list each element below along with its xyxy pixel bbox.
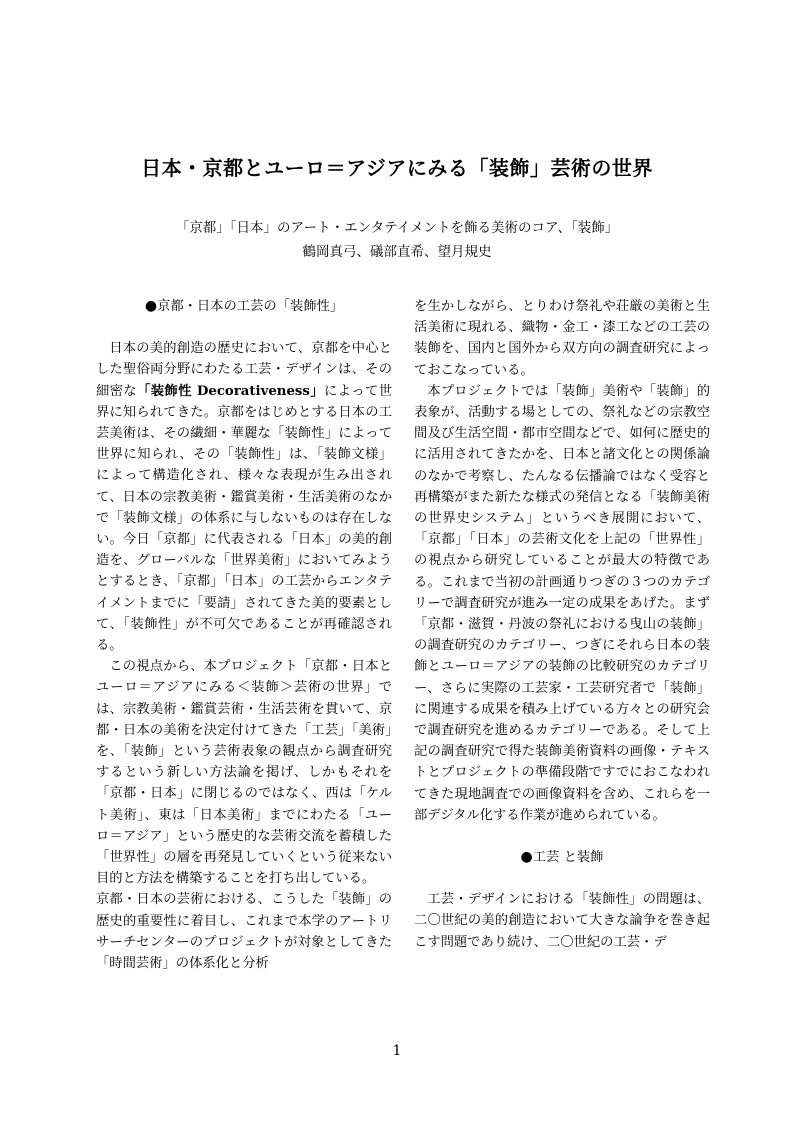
bullet-icon: ● <box>144 298 158 314</box>
section-heading-text: 工芸 と装飾 <box>532 850 604 866</box>
paragraph-text: 日本の美的創造の歴史において、京都を中心とした聖俗両分野にわたる工芸・デザインは、その細密な <box>96 341 392 399</box>
paper-subtitle: 「京都」「日本」のアート・エンタテイメントを飾る美術のコア、「装飾」 <box>175 220 619 236</box>
page-number: 1 <box>392 1043 402 1059</box>
paragraph: を生かしながら、とりわけ祭礼や荘厳の美術と生活美術に現れる、織物・金工・漆工などの工芸の装飾を、国内と国外から双方向の調査研究によっておこなっている。 <box>414 299 710 378</box>
paragraph: 本プロジェクトでは「装飾」美術や「装飾」的表象が、活動する場としての、祭礼などの宗教空間及び生活空間・都市空間などで、如何に歴史的に活用されてきたかを、日本と諸文化との関係論のなかで考察し、たんなる伝播論ではなく受容と再構築がまた新たな様式の発信となる「装飾美術の世界史システム」というべき展開において、「京都」「日本」の芸術文化を上記の「世界性」の視点から研究していることが最大の特徴である。これまで当初の計画通りつぎの３つのカテゴリーで調査研究が進み一定の成果をあげた。まず「京都・滋賀・丹波の祭礼における曳山の装飾」の調査研究のカテゴリー、つぎにそれら日本の装飾とユーロ＝アジアの装飾の比較研究のカテゴリー、さらに実際の工芸家・工芸研究者で「装飾」に関連する成果を積み上げている方々との研究会で調査研究を進めるカテゴリーである。そして上記の調査研究で得た装飾美術資料の画像・テキストとプロジェクトの準備段階ですでにおこなわれてきた現地調査での画像資料を含め、これらを一部デジタル化する作業が進められている。 <box>414 383 710 823</box>
emphasis-term: 「装飾性 Decorativeness」 <box>137 383 324 399</box>
paragraph-text: によって世界に知られてきた。京都をはじめとする日本の工芸美術は、その繊細・華麗な「装飾性」によって世界に知られ、その「装飾性」は、「装飾文様」によって構造化され、様々な表現が生み出されて、日本の宗教美術・鑑賞美術・生活美術のなかで「装飾文様」の体系に与しないものは存在しない。今日「京都」に代表される「日本」の美的創造を、グローバルな「世界美術」においてみようとするとき、「京都」「日本」の工芸からエンタテイメントまでに「要請」されてきた美的要素として、「装飾性」が不可欠であることが再確認される。 <box>96 383 393 654</box>
paragraph: 京都・日本の芸術における、こうした「装飾」の歴史的重要性に着目し、これまで本学のアートリサーチセンターのプロジェクトが対象としてきた「時間芸術」の体系化と分析 <box>96 892 392 972</box>
section-heading-text: 京都・日本の工芸の「装飾性」 <box>157 299 344 314</box>
author-list: 鶴岡真弓、礒部直希、望月規史 <box>302 244 492 260</box>
bullet-icon: ● <box>520 849 533 866</box>
paragraph: 工芸・デザインにおける「装飾性」の問題は、二〇世紀の美的創造において大きな論争を巻き起こす問題であり続け、二〇世紀の工芸・デ <box>414 892 710 950</box>
paragraph <box>96 338 392 656</box>
right-column <box>414 296 710 953</box>
paragraph: この視点から、本プロジェクト「京都・日本とユーロ＝アジアにみる＜装飾＞芸術の世界」では、宗教美術・鑑賞芸術・生活芸術を貫いて、京都・日本の美術を決定付けてきた「工芸」「美術」を、「装飾」という芸術表象の観点から調査研究するという新しい方法論を掲げ、しかもそれを「京都・日本」に閉じるのではなく、西は「ケルト美術」、東は「日本美術」までにわたる「ユーロ＝アジア」という歴史的な芸術交流を蓄積した「世界性」の層を再発見していくという従来ない目的と方法を構築することを打ち出している。 <box>96 659 392 887</box>
section-heading-crafts-decoration <box>414 847 710 868</box>
paper-title: 日本・京都とユーロ＝アジアにみる「装飾」芸術の世界 <box>141 156 653 180</box>
section-heading-kyoto-crafts <box>96 296 392 317</box>
left-column <box>96 296 392 974</box>
